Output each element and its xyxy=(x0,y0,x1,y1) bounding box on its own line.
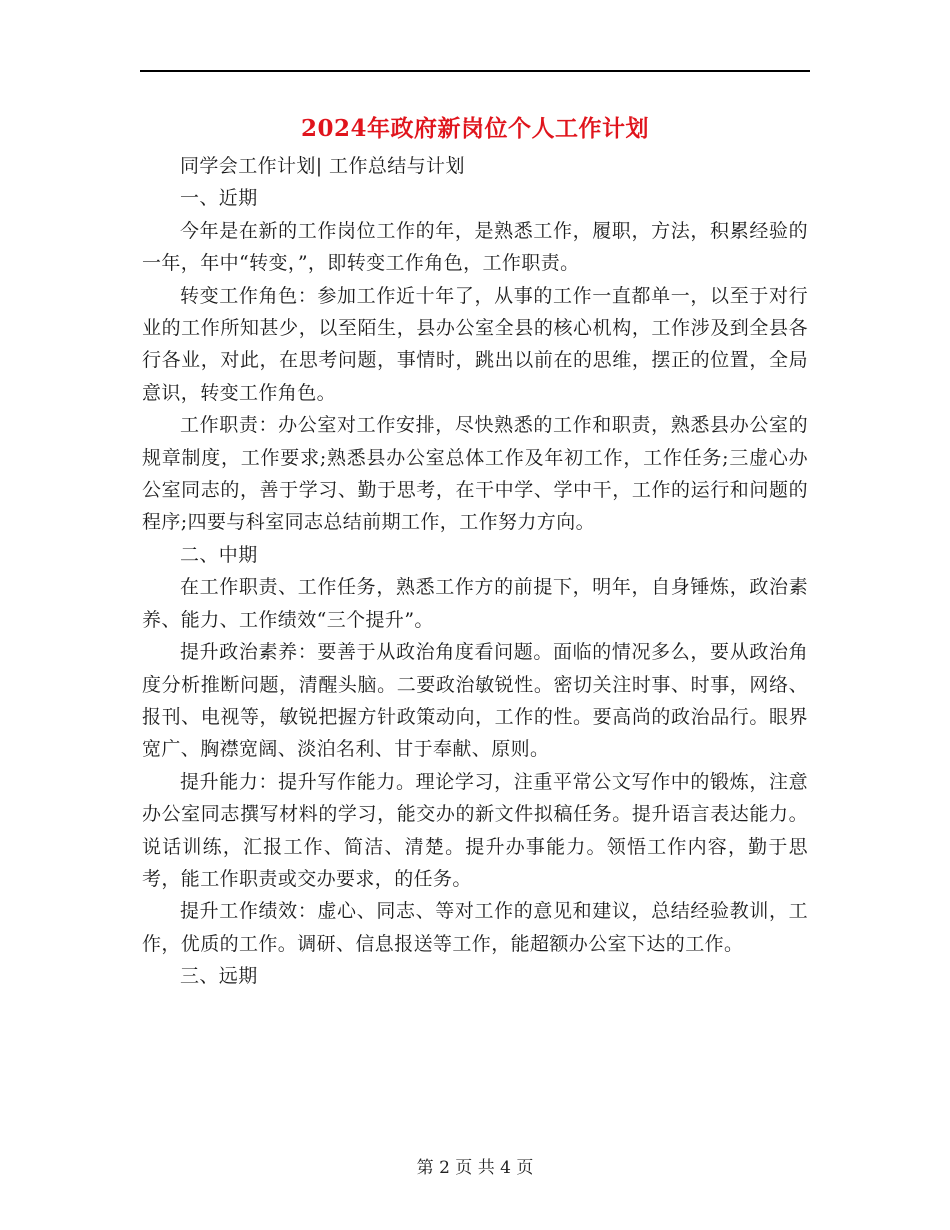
paragraph: 在工作职责、工作任务，熟悉工作方的前提下，明年，自身锤炼，政治素养、能力、工作绩效“三个提升”。 xyxy=(142,576,808,631)
paragraph: 转变工作角色：参加工作近十年了，从事的工作一直都单一，以至于对行业的工作所知甚少，以至陌生，县办公室全县的核心机构，工作涉及到全县各行各业，对此，在思考问题，事情时，跳出以前在的思维，摆正的位置，全局意识，转变工作角色。 xyxy=(142,284,808,404)
section-heading-mid-term: 二、中期 xyxy=(180,543,258,566)
paragraph: 今年是在新的工作岗位工作的年，是熟悉工作，履职，方法，积累经验的一年，年中“转变，”，即转变工作角色，工作职责。 xyxy=(142,219,808,275)
paragraph-source-line: 同学会工作计划| 工作总结与计划 xyxy=(180,155,465,177)
paragraph: 提升能力：提升写作能力。理论学习，注重平常公文写作中的锻炼，注意办公室同志撰写材料的学习，能交办的新文件拟稿任务。提升语言表达能力。说话训练，汇报工作、简洁、清楚。提升办事能力。领悟工作内容，勤于思考，能工作职责或交办要求，的任务。 xyxy=(142,770,808,890)
paragraph: 工作职责：办公室对工作安排，尽快熟悉的工作和职责，熟悉县办公室的规章制度，工作要求;熟悉县办公室总体工作及年初工作，工作任务;三虚心办公室同志的，善于学习、勤于思考，在干中学、学中干，工作的运行和问题的程序;四要与科室同志总结前期工作，工作努力方向。 xyxy=(142,414,808,534)
page-indicator: 第 2 页 共 4 页 xyxy=(416,1158,534,1178)
section-heading-near-term: 一、近期 xyxy=(180,187,258,210)
document-body xyxy=(142,150,808,993)
paragraph: 提升工作绩效：虚心、同志、等对工作的意见和建议，总结经验教训，工作，优质的工作。调研、信息报送等工作，能超额办公室下达的工作。 xyxy=(142,900,808,955)
section-heading-long-term: 三、远期 xyxy=(180,965,258,988)
document-title: 2024年政府新岗位个人工作计划 xyxy=(300,115,649,142)
paragraph: 提升政治素养：要善于从政治角度看问题。面临的情况多么，要从政治角度分析推断问题，清醒头脑。二要政治敏锐性。密切关注时事、时事，网络、报刊、电视等，敏锐把握方针政策动向，工作的性。要高尚的政治品行。眼界宽广、胸襟宽阔、淡泊名利、甘于奉献、原则。 xyxy=(142,641,808,761)
header-rule xyxy=(140,70,810,72)
